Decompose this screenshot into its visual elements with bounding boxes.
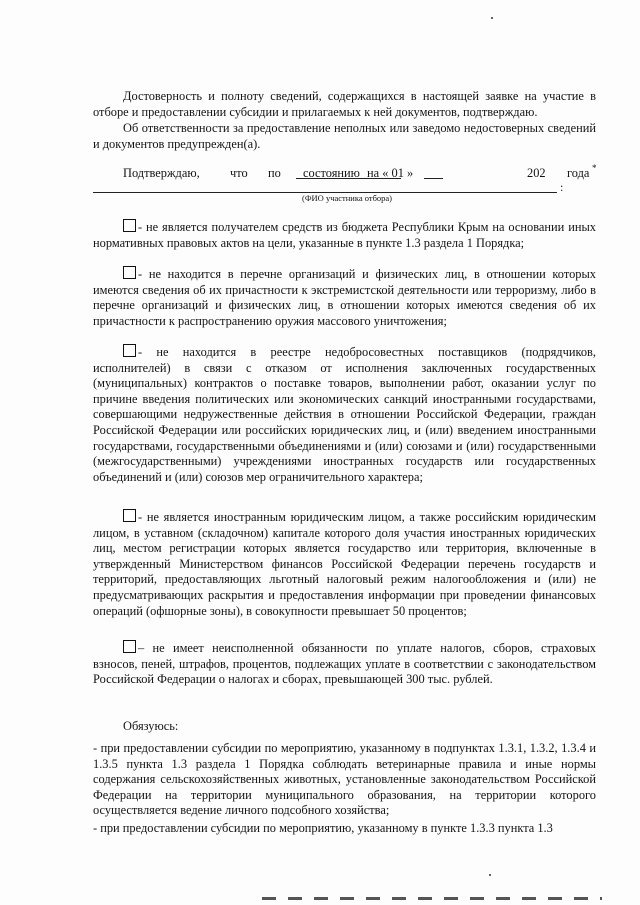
item-text: - не является получателем средств из бюджета Республики Крым на основании иных нормативных правовых актов на цели, указанные в пункте 1.3 раздела 1 Порядка; (93, 220, 596, 250)
item-taxes (93, 640, 596, 688)
item-text: - не находится в реестре недобросовестных поставщиков (подрядчиков, исполнителей) в связи с отказом от исполнения заключенных государственных (муниципальных) контрактов о поставке товаров, выполнении работ, оказании услуг по причине введения политических или экономических санкций иностранными государствами, совершающими недружественные действия в отношении Российской Федерации, граждан Российской Федерации или российских юридических лиц, и (или) введением иностранными государствами, государственными объединениями и (или) союзами и (или) государственными (межгосударственными) учреждениями иностранных государств или государственных объединений и (или) союзов мер ограничительного характера; (93, 345, 596, 484)
scan-dot (489, 874, 491, 876)
footnote-star: * (592, 163, 597, 173)
cut-off-line (262, 897, 602, 900)
fio-colon: : (560, 180, 564, 194)
fio-caption: (ФИО участника отбора) (302, 193, 393, 203)
intro-paragraph-1: Достоверность и полноту сведений, содержащихся в настоящей заявке на участие в отборе и предоставлении субсидии и прилагаемых к ней документов, подтверждаю. (93, 89, 596, 119)
date-month-field[interactable] (296, 178, 401, 179)
confirm-year-suffix: года (567, 166, 590, 180)
obligations-heading: Обязуюсь: (123, 719, 179, 733)
obligation-2: - при предоставлении субсидии по мероприятию, указанному в пункте 1.3.3 пункта 1.3 (93, 821, 553, 835)
confirm-word-2: что (230, 166, 248, 180)
confirm-word-4: состоянию (303, 166, 360, 180)
confirm-word-1: Подтверждаю, (123, 166, 200, 180)
confirm-word-3: по (268, 166, 281, 180)
item-registry (93, 344, 596, 485)
checkbox[interactable] (123, 266, 136, 279)
checkbox[interactable] (123, 344, 136, 357)
checkbox[interactable] (123, 219, 136, 232)
item-extremism (93, 266, 596, 329)
confirm-year: 202 (527, 166, 546, 180)
item-text: - не находится в перечне организаций и физических лиц, в отношении которых имеются сведения об их причастности к экстремистской деятельности или терроризму, либо в перечне организаций и физических лиц, в отношении которых имеются сведения об их причастности к распространению оружия массового уничтожения; (93, 267, 596, 328)
item-budget (93, 219, 596, 251)
checkbox[interactable] (123, 640, 136, 653)
confirm-date: на « 01 » (367, 166, 414, 180)
checkbox[interactable] (123, 509, 136, 522)
item-text: – не имеет неисполненной обязанности по уплате налогов, сборов, страховых взносов, пеней, штрафов, процентов, подлежащих уплате в соответствии с законодательством Российской Федерации о налогах и сборах, превышающей 300 тыс. рублей. (93, 641, 596, 687)
intro-paragraph-2: Об ответственности за предоставление неполных или заведомо недостоверных сведений и документов предупрежден(а). (93, 121, 596, 151)
item-foreign (93, 509, 596, 619)
item-text: - не является иностранным юридическим лицом, а также российским юридическим лицом, в уставном (складочном) капитале которого доля участия иностранных юридических лиц, местом регистрации которых является государство или территория, включенные в утвержденный Министерством финансов Российской Федерации перечень государств и территорий, предоставляющих льготный налоговый режим налогообложения и (или) не предусматривающих раскрытия и предоставления информации при проведении финансовых операций (офшорные зоны), в совокупности превышает 50 процентов; (93, 510, 596, 618)
scan-dot (491, 17, 493, 19)
year-field[interactable] (424, 178, 443, 179)
obligation-1: - при предоставлении субсидии по мероприятию, указанному в подпунктах 1.3.1, 1.3.2, 1.3.4 и 1.3.5 пункта 1.3 раздела 1 Порядка соблюдать ветеринарные правила и иные нормы содержания сельскохозяйственных животных, установленные законодательством Российской Федерации на территории муниципального образования, на территории которого осуществляется ведение личного подсобного хозяйства; (93, 741, 596, 818)
